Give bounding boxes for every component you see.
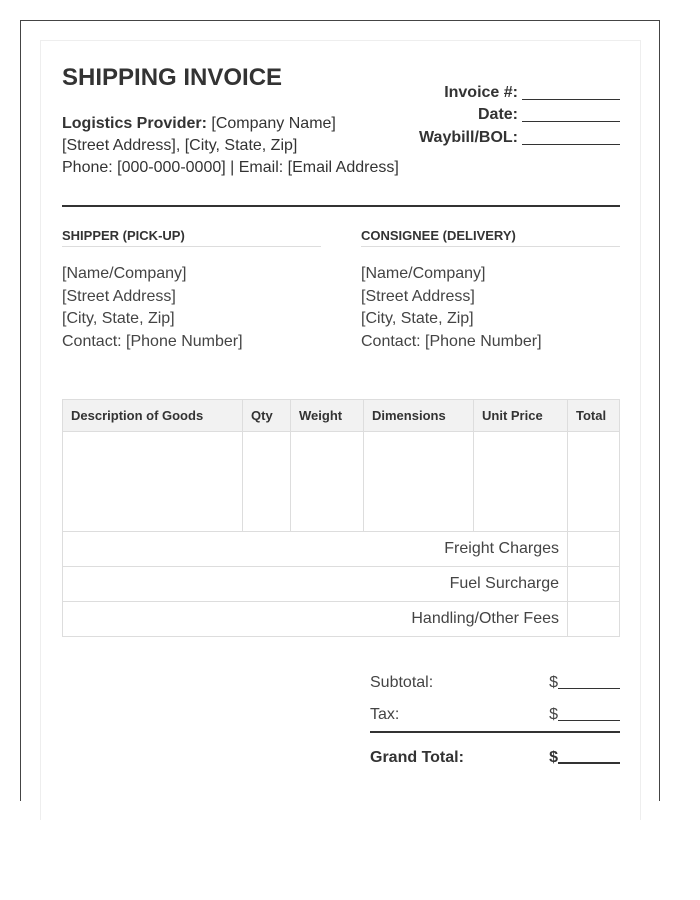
shipper-contact: Contact: [Phone Number]: [62, 333, 243, 351]
invoice-number-row: [380, 79, 620, 102]
tax-currency: $: [549, 706, 558, 723]
consignee-contact: Contact: [Phone Number]: [361, 333, 542, 351]
provider-address: [Street Address], [City, State, Zip]: [62, 137, 298, 154]
consignee-city: [City, State, Zip]: [361, 310, 474, 328]
subtotal-field[interactable]: [558, 674, 620, 689]
grand-total-label: Grand Total:: [370, 749, 464, 766]
invoice-number-label: Invoice #:: [444, 83, 518, 101]
goods-table: [62, 399, 620, 637]
consignee-name: [Name/Company]: [361, 265, 486, 282]
col-total: Total: [568, 400, 620, 432]
shipper-details: [62, 263, 321, 354]
subtotal-value: [549, 674, 620, 692]
handling-row: [63, 602, 620, 637]
tax-row: [370, 692, 620, 724]
shipper-section: [62, 228, 321, 354]
freight-label: Freight Charges: [63, 532, 568, 567]
waybill-row: [380, 124, 620, 147]
subtotal-currency: $: [549, 674, 558, 691]
cell-description[interactable]: [63, 432, 243, 532]
consignee-street: [Street Address]: [361, 287, 475, 305]
provider-company: [Company Name]: [211, 115, 336, 132]
handling-label: Handling/Other Fees: [63, 602, 568, 637]
subtotal-row: [370, 660, 620, 692]
col-description: Description of Goods: [63, 400, 243, 432]
grand-total-value: [549, 748, 620, 767]
header-divider: [62, 205, 620, 207]
invoice-title: SHIPPING INVOICE: [62, 64, 283, 91]
table-row: [63, 432, 620, 532]
shipper-heading: SHIPPER (PICK-UP): [62, 228, 321, 247]
totals-block: [370, 660, 620, 767]
cell-unit-price[interactable]: [474, 432, 568, 532]
freight-row: [63, 532, 620, 567]
grand-total-currency: $: [549, 749, 558, 766]
provider-label: Logistics Provider:: [62, 115, 207, 132]
invoice-meta: [380, 79, 620, 147]
tax-label: Tax:: [370, 706, 400, 723]
grand-total-field[interactable]: [558, 748, 620, 764]
date-label: Date:: [477, 106, 518, 123]
consignee-heading: CONSIGNEE (DELIVERY): [361, 228, 620, 247]
table-header-row: [63, 400, 620, 432]
provider-line: [62, 113, 399, 135]
shipper-name: [Name/Company]: [62, 265, 187, 282]
waybill-label: Waybill/BOL:: [419, 128, 518, 146]
col-weight: Weight: [291, 400, 364, 432]
provider-block: [62, 113, 399, 179]
fuel-row: [63, 567, 620, 602]
date-row: [380, 102, 620, 125]
consignee-details: [361, 263, 620, 354]
col-dimensions: Dimensions: [364, 400, 474, 432]
provider-contact: Phone: [000-000-0000] | Email: [Email Address]: [62, 159, 399, 176]
consignee-section: [361, 228, 620, 354]
subtotal-label: Subtotal:: [370, 674, 434, 691]
shipper-street: [Street Address]: [62, 287, 176, 305]
freight-amount[interactable]: [568, 532, 620, 567]
invoice-number-field[interactable]: [522, 85, 620, 100]
cell-qty[interactable]: [243, 432, 291, 532]
tax-field[interactable]: [558, 706, 620, 721]
cell-weight[interactable]: [291, 432, 364, 532]
handling-amount[interactable]: [568, 602, 620, 637]
shipper-city: [City, State, Zip]: [62, 310, 175, 328]
col-unit-price: Unit Price: [474, 400, 568, 432]
grand-total-row: [370, 733, 620, 767]
cell-dimensions[interactable]: [364, 432, 474, 532]
waybill-field[interactable]: [522, 130, 620, 145]
cell-total[interactable]: [568, 432, 620, 532]
col-qty: Qty: [243, 400, 291, 432]
fuel-label: Fuel Surcharge: [63, 567, 568, 602]
fuel-amount[interactable]: [568, 567, 620, 602]
date-field[interactable]: [522, 107, 620, 122]
tax-value: [549, 706, 620, 724]
